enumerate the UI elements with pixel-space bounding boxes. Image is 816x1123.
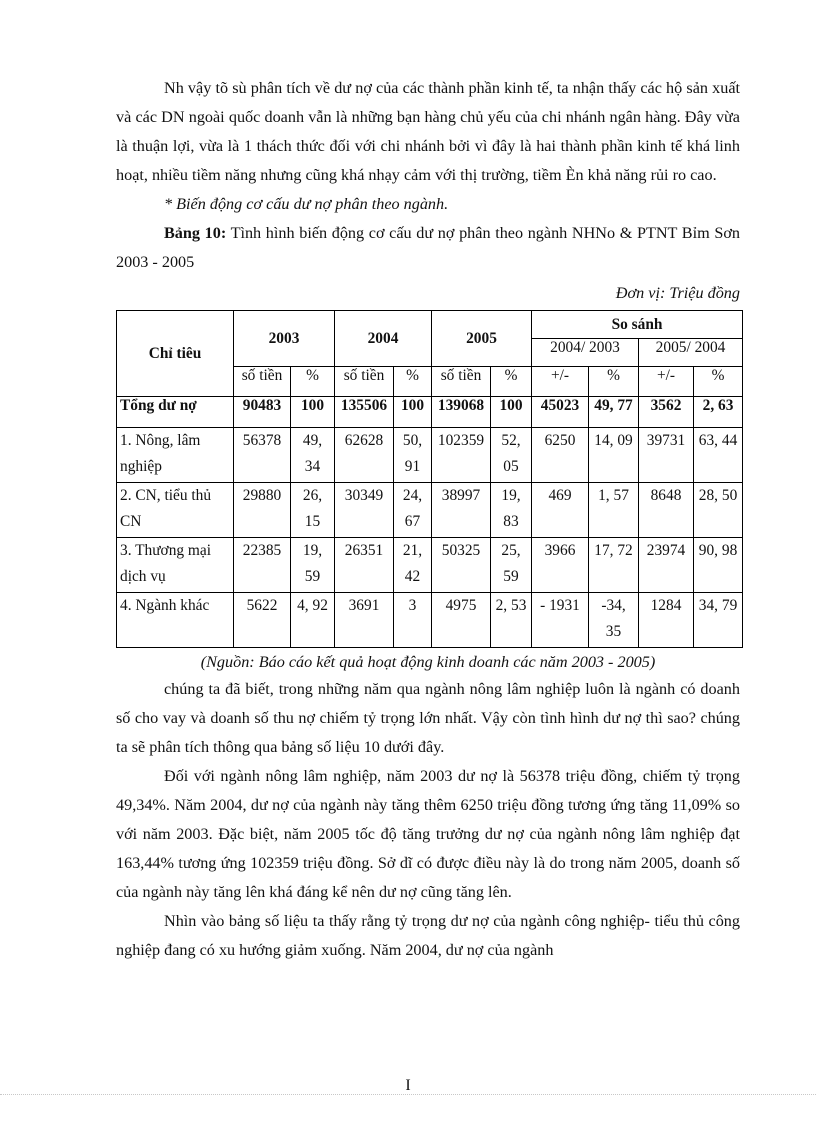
cell: 5622 <box>234 593 291 648</box>
cell: 102359 <box>432 428 491 483</box>
cell: 3966 <box>532 538 589 593</box>
cell: 100 <box>491 397 532 428</box>
cell: 23974 <box>639 538 694 593</box>
table-row <box>117 483 743 538</box>
debt-structure-table <box>116 310 743 648</box>
cell: 2, 63 <box>694 397 743 428</box>
page-number: I <box>405 1077 411 1094</box>
cell: -34, 35 <box>589 593 639 648</box>
cell: 45023 <box>532 397 589 428</box>
cell: 28, 50 <box>694 483 743 538</box>
subheader-pct: % <box>491 367 532 397</box>
cell: 3 <box>394 593 432 648</box>
header-year-2003: 2003 <box>234 311 335 367</box>
cell: 2, 53 <box>491 593 532 648</box>
cell: 63, 44 <box>694 428 743 483</box>
row-label: 4. Ngành khác <box>117 593 234 648</box>
cell: 49, 34 <box>291 428 335 483</box>
cell: 3562 <box>639 397 694 428</box>
cell: 14, 09 <box>589 428 639 483</box>
paragraph-4: Nhìn vào bảng số liệu ta thấy rằng tỷ trọng dư nợ của ngành công nghiệp- tiểu thủ công nghiệp đang có xu hướng giảm xuống. Năm 2004, dư nợ của ngành <box>116 912 740 959</box>
footer-divider <box>0 1094 816 1095</box>
cell: 21, 42 <box>394 538 432 593</box>
cell: 56378 <box>234 428 291 483</box>
cell: 4, 92 <box>291 593 335 648</box>
cell: 100 <box>394 397 432 428</box>
cell: 90, 98 <box>694 538 743 593</box>
table-row-total <box>117 397 743 428</box>
cell: 8648 <box>639 483 694 538</box>
cell: 25, 59 <box>491 538 532 593</box>
row-label: Tổng dư nợ <box>117 397 234 428</box>
cell: 26351 <box>335 538 394 593</box>
cell: 50325 <box>432 538 491 593</box>
cell: 49, 77 <box>589 397 639 428</box>
cell: 24, 67 <box>394 483 432 538</box>
cell: 3691 <box>335 593 394 648</box>
header-year-2005: 2005 <box>432 311 532 367</box>
cell: 19, 59 <box>291 538 335 593</box>
table-row <box>117 593 743 648</box>
subheader-diff: +/- <box>532 367 589 397</box>
subheading: * Biến động cơ cấu dư nợ phân theo ngành. <box>164 195 449 213</box>
subheader-amount: số tiền <box>234 367 291 397</box>
table-caption-label: Bảng 10: <box>164 224 227 242</box>
table-row <box>117 428 743 483</box>
table-caption-text: Tình hình biến động cơ cấu dư nợ phân theo ngành NHNo & PTNT Bỉm Sơn 2003 - 2005 <box>116 224 740 271</box>
cell: 469 <box>532 483 589 538</box>
cell: 30349 <box>335 483 394 538</box>
cell: 62628 <box>335 428 394 483</box>
cell: 1284 <box>639 593 694 648</box>
cell: 6250 <box>532 428 589 483</box>
cell: 52, 05 <box>491 428 532 483</box>
subheader-pct: % <box>589 367 639 397</box>
cell: 139068 <box>432 397 491 428</box>
header-period-2004-2003: 2004/ 2003 <box>532 339 639 367</box>
subheader-pct: % <box>394 367 432 397</box>
cell: 50, 91 <box>394 428 432 483</box>
row-label: 2. CN, tiểu thủ CN <box>117 483 234 538</box>
header-compare: So sánh <box>532 311 743 339</box>
header-year-2004: 2004 <box>335 311 432 367</box>
cell: - 1931 <box>532 593 589 648</box>
row-label: 1. Nông, lâm nghiệp <box>117 428 234 483</box>
cell: 135506 <box>335 397 394 428</box>
cell: 39731 <box>639 428 694 483</box>
subheader-pct: % <box>694 367 743 397</box>
subheader-amount: số tiền <box>432 367 491 397</box>
subheader-pct: % <box>291 367 335 397</box>
subheader-diff: +/- <box>639 367 694 397</box>
subheader-amount: số tiền <box>335 367 394 397</box>
cell: 38997 <box>432 483 491 538</box>
paragraph-2: chúng ta đã biết, trong những năm qua ngành nông lâm nghiệp luôn là ngành có doanh số cho vay và doanh số thu nợ chiếm tỷ trọng lớn nhất. Vậy còn tình hình dư nợ thì sao? chúng ta sẽ phân tích thông qua bảng số liệu 10 dưới đây. <box>116 680 740 756</box>
cell: 29880 <box>234 483 291 538</box>
header-period-2005-2004: 2005/ 2004 <box>639 339 743 367</box>
cell: 4975 <box>432 593 491 648</box>
cell: 34, 79 <box>694 593 743 648</box>
cell: 17, 72 <box>589 538 639 593</box>
cell: 90483 <box>234 397 291 428</box>
cell: 1, 57 <box>589 483 639 538</box>
paragraph-3: Đối với ngành nông lâm nghiệp, năm 2003 dư nợ là 56378 triệu đồng, chiếm tỷ trọng 49,34%. Năm 2004, dư nợ của ngành này tăng thêm 6250 triệu đồng tương ứng tăng 11,09% so với năm 2003. Đặc biệt, năm 2005 tốc độ tăng trưởng dư nợ của ngành nông lâm nghiệp đạt 163,44% tương ứng 102359 triệu đồng. Sở dĩ có được điều này là do trong năm 2005, doanh số của ngành này tăng lên khá đáng kể nên dư nợ cũng tăng lên. <box>116 767 740 901</box>
header-indicator: Chỉ tiêu <box>117 311 234 397</box>
cell: 19, 83 <box>491 483 532 538</box>
row-label: 3. Thương mại dịch vụ <box>117 538 234 593</box>
table-caption <box>116 219 740 277</box>
page-body <box>116 74 740 965</box>
cell: 26, 15 <box>291 483 335 538</box>
cell: 100 <box>291 397 335 428</box>
unit-label: Đơn vị: Triệu đồng <box>615 284 740 302</box>
table-row <box>117 538 743 593</box>
paragraph-1: Nh vậy tõ sù phân tích về dư nợ của các thành phần kinh tế, ta nhận thấy các hộ sản xuất và các DN ngoài quốc doanh vẫn là những bạn hàng chủ yếu của chi nhánh ngân hàng. Đây vừa là thuận lợi, vừa là 1 thách thức đối với chi nhánh bởi vì đây là hai thành phần kinh tế khá linh hoạt, nhiều tiềm năng nhưng cũng khá nhạy cảm với thị trường, tiềm Èn khả năng rủi ro cao. <box>116 79 740 184</box>
cell: 22385 <box>234 538 291 593</box>
table-source: (Nguồn: Báo cáo kết quả hoạt động kinh doanh các năm 2003 - 2005) <box>200 653 656 671</box>
